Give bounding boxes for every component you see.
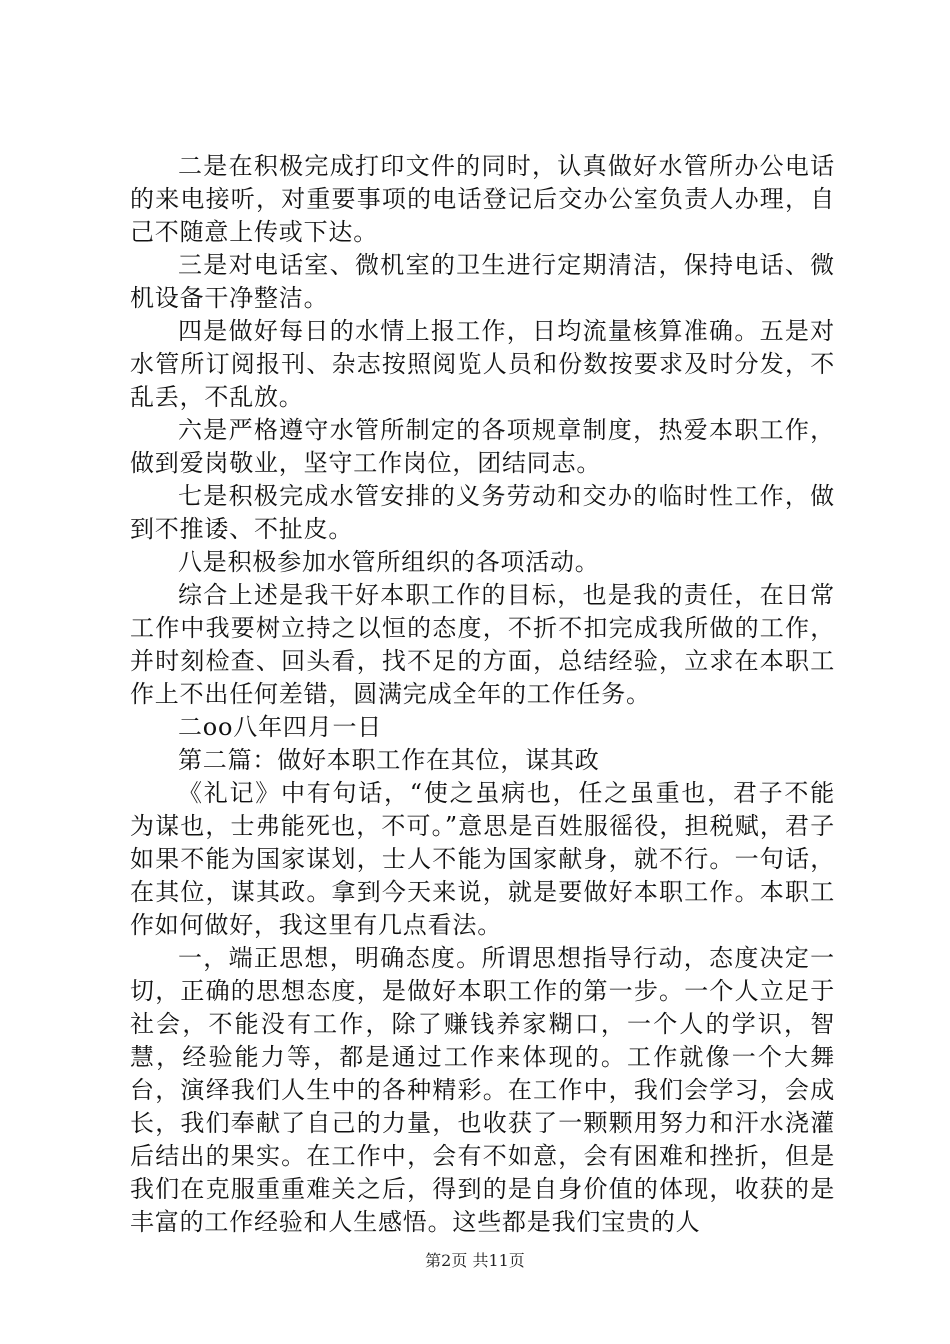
paragraph: 三是对电话室、微机室的卫生进行定期清洁，保持电话、微机设备干净整洁。	[130, 251, 835, 312]
paragraph: 四是做好每日的水情上报工作，日均流量核算准确。五是对水管所订阅报刊、杂志按照阅览人员和份数按要求及时分发，不乱丢，不乱放。	[130, 317, 835, 411]
paragraph: 八是积极参加水管所组织的各项活动。	[178, 548, 600, 576]
section-heading: 第二篇：做好本职工作在其位，谋其政	[178, 746, 600, 774]
paragraph: 综合上述是我干好本职工作的目标，也是我的责任，在日常工作中我要树立持之以恒的态度，不折不扣完成我所做的工作，并时刻检查、回头看，找不足的方面，总结经验，立求在本职工作上不出任何差错，圆满完成全年的工作任务。	[130, 581, 835, 708]
document-body	[130, 150, 835, 1239]
paragraph: 七是积极完成水管安排的义务劳动和交办的临时性工作，做到不推诿、不扯皮。	[130, 482, 835, 543]
paragraph: 六是严格遵守水管所制定的各项规章制度，热爱本职工作，做到爱岗敬业，坚守工作岗位，团结同志。	[130, 416, 835, 477]
page-footer: 第2页 共11页	[425, 1251, 525, 1270]
date-line: 二oo八年四月一日	[178, 713, 383, 741]
paragraph: 《礼记》中有句话，“使之虽病也，任之虽重也，君子不能为谋也，士弗能死也，不可。”意思是百姓服徭役，担税赋，君子如果不能为国家谋划，士人不能为国家献身，就不行。一句话，在其位，谋其政。拿到今天来说，就是要做好本职工作。本职工作如何做好，我这里有几点看法。	[130, 779, 835, 939]
paragraph: 二是在积极完成打印文件的同时，认真做好水管所办公电话的来电接听，对重要事项的电话登记后交办公室负责人办理，自己不随意上传或下达。	[130, 152, 835, 246]
paragraph: 一，端正思想，明确态度。所谓思想指导行动，态度决定一切，正确的思想态度，是做好本职工作的第一步。一个人立足于社会，不能没有工作，除了赚钱养家糊口，一个人的学识，智慧，经验能力等，都是通过工作来体现的。工作就像一个大舞台，演绎我们人生中的各种精彩。在工作中，我们会学习，会成长，我们奉献了自己的力量，也收获了一颗颗用努力和汗水浇灌后结出的果实。在工作中，会有不如意，会有困难和挫折，但是我们在克服重重难关之后，得到的是自身价值的体现，收获的是丰富的工作经验和人生感悟。这些都是我们宝贵的人	[130, 944, 835, 1236]
